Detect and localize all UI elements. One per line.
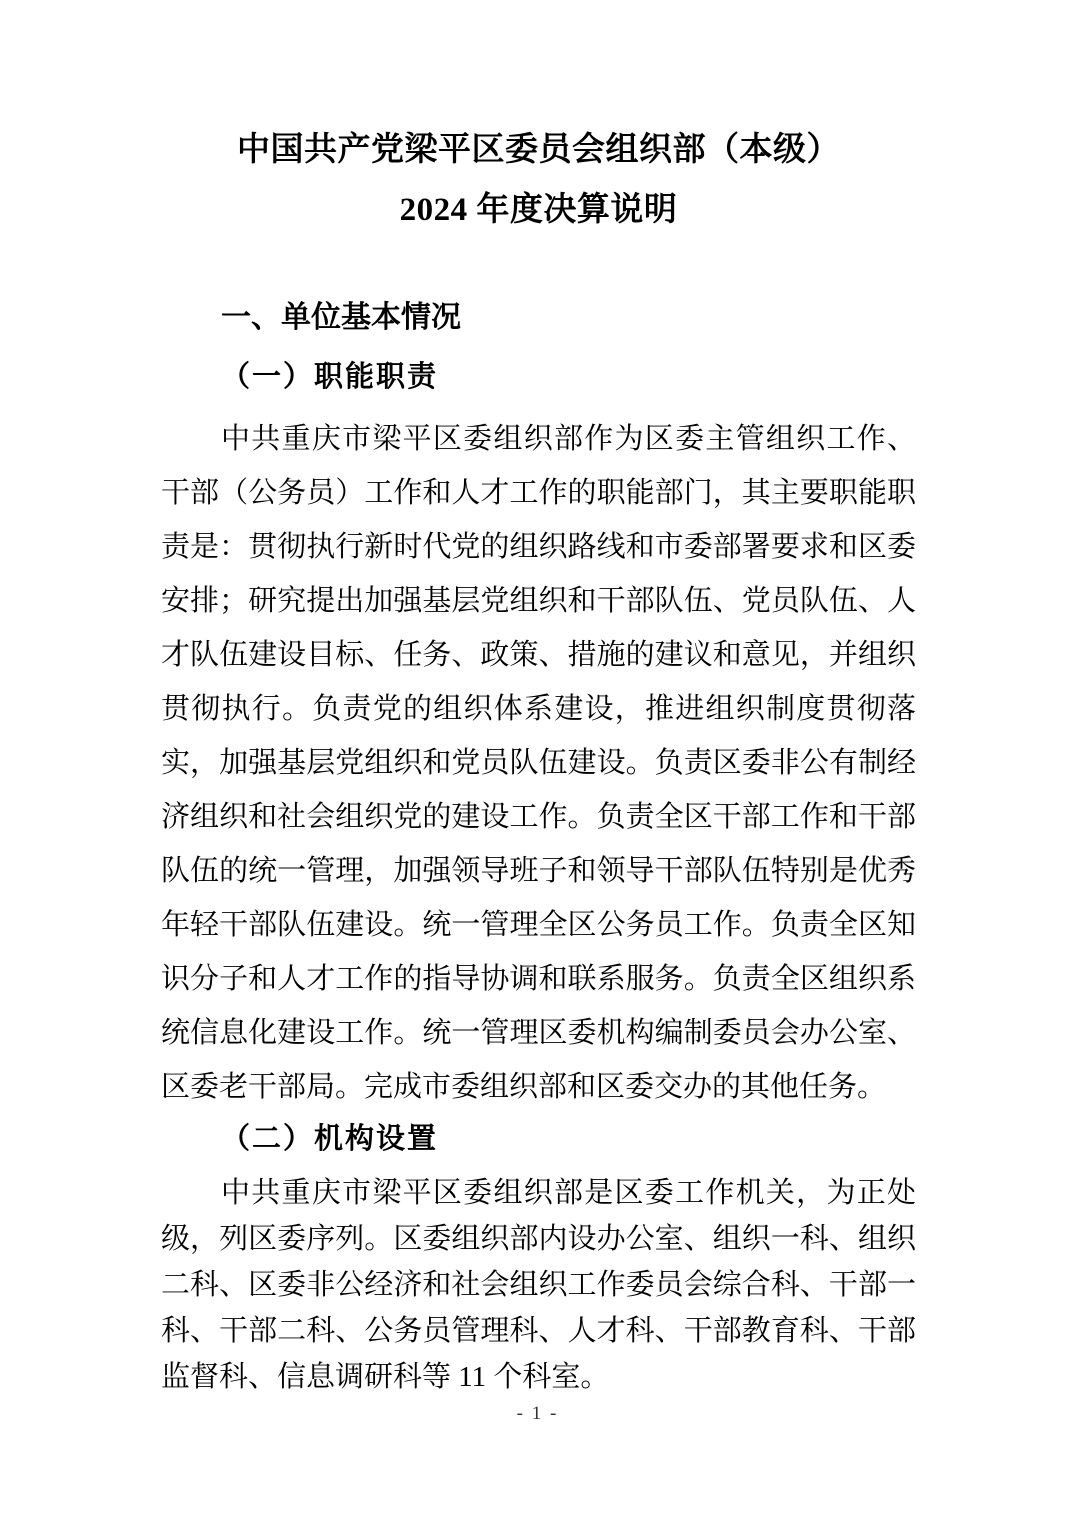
paragraph-organization-setup: 中共重庆市梁平区委组织部是区委工作机关，为正处级，列区委序列。区委组织部内设办公室、组织一科、组织二科、区委非公经济和社会组织工作委员会综合科、干部一科、干部二科、公务员管理科、人才科、干部教育科、干部监督科、信息调研科等 11 个科室。 [161, 1177, 916, 1393]
document-content [161, 0, 916, 1400]
subsection-heading-organization: （二）机构设置 [221, 1123, 439, 1155]
page-number: - 1 - [516, 1403, 559, 1424]
document-title-line1: 中国共产党梁平区委员会组织部（本级） [237, 132, 840, 168]
document-title-line2: 2024 年度决算说明 [399, 192, 678, 228]
paragraph-functions-duties: 中共重庆市梁平区委组织部作为区委主管组织工作、干部（公务员）工作和人才工作的职能部门，其主要职能职责是：贯彻执行新时代党的组织路线和市委部署要求和区委安排；研究提出加强基层党组织和干部队伍、党员队伍、人才队伍建设目标、任务、政策、措施的建议和意见，并组织贯彻执行。负责党的组织体系建设，推进组织制度贯彻落实，加强基层党组织和党员队伍建设。负责区委非公有制经济组织和社会组织党的建设工作。负责全区干部工作和干部队伍的统一管理，加强领导班子和领导干部队伍特别是优秀年轻干部队伍建设。统一管理全区公务员工作。负责全区知识分子和人才工作的指导协调和联系服务。负责全区组织系统信息化建设工作。统一管理区委机构编制委员会办公室、区委老干部局。完成市委组织部和区委交办的其他任务。 [161, 423, 916, 1103]
subsection-heading-functions: （一）职能职责 [221, 361, 439, 393]
section-heading-basic-info: 一、单位基本情况 [221, 301, 461, 334]
